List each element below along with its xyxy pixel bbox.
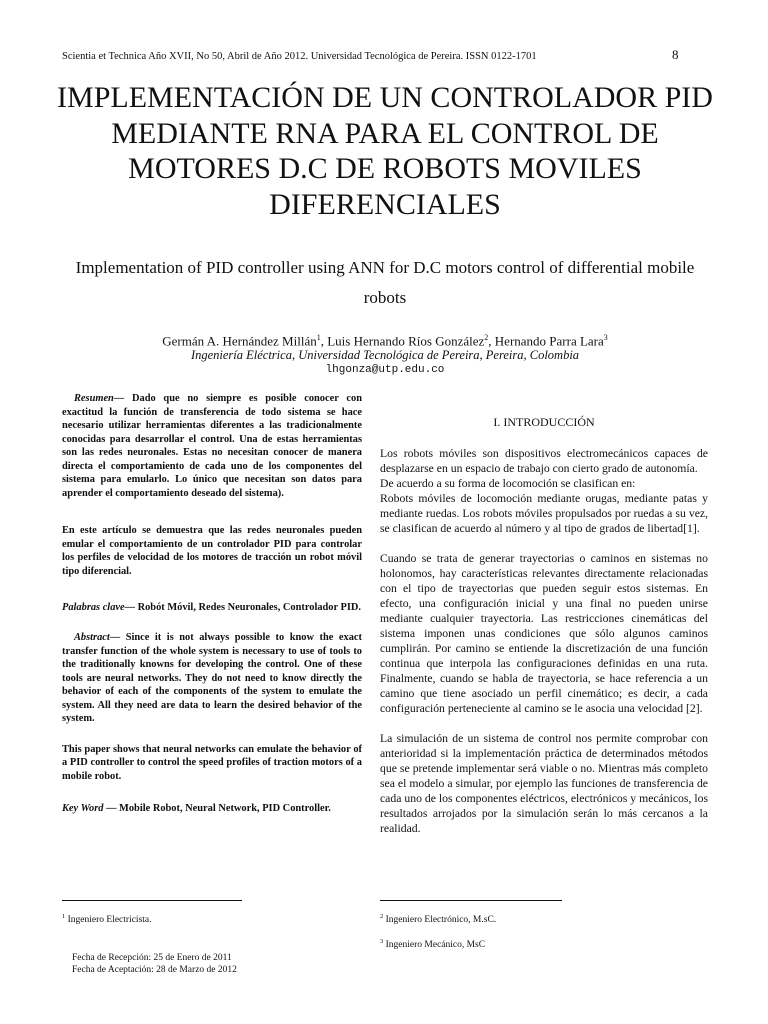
author-list: Germán A. Hernández Millán$^1$, Luis Hernando Ríos González$^2$, Hernando Parra Lara$^3$: [162, 333, 608, 349]
footnote: [380, 936, 485, 951]
received-date: Fecha de Recepción: 25 de Enero de 2011: [72, 953, 232, 963]
abstract-paragraph-2: This paper shows that neural networks can emulate the behavior of a PID controller to control the speed profiles of traction motors of a mobile robot.: [62, 743, 362, 783]
abstract-paragraph: [62, 631, 362, 726]
resumen-paragraph: [62, 392, 362, 500]
page-number: 8: [672, 47, 679, 62]
footnote-rule: [380, 900, 562, 901]
abstract-lead: Abstract—: [74, 632, 121, 644]
contact-email: lhgonza@utp.edu.co: [325, 364, 445, 376]
footnote: [380, 911, 496, 926]
palabras-clave: [62, 601, 362, 615]
author-footnote-mark: 2: [484, 333, 489, 342]
accepted-date: Fecha de Aceptación: 28 de Marzo de 2012: [72, 965, 237, 975]
keyword-text: — Mobile Robot, Neural Network, PID Controller.: [103, 802, 331, 814]
keyword-lead: Key Word: [62, 802, 104, 814]
resumen-lead: Resumen—: [74, 393, 125, 404]
footnote-mark: 1: [62, 913, 66, 920]
footnote-text: Ingeniero Mecánico, MsC: [383, 940, 486, 951]
author-footnote-mark: 1: [316, 333, 321, 342]
affiliation: Ingeniería Eléctrica, Universidad Tecnológica de Pereira, Pereira, Colombia: [190, 348, 580, 362]
footnote-text: Ingeniero Electricista.: [65, 915, 152, 926]
footnote-mark: 3: [380, 938, 384, 945]
palabras-lead: Palabras clave—: [62, 601, 136, 613]
paper-title: IMPLEMENTACIÓN DE UN CONTROLADOR PID MEDIANTE RNA PARA EL CONTROL DE MOTORES D.C DE ROBOTS MOVILES DIFERENCIALES: [57, 81, 713, 221]
abstract-text: Since it is not always possible to know the exact transfer function of the whole system is necessary to use of tools to the traditionally knowns for developing the control. One of these tools are neural networks. They do not need to know directly the behavior of each of the components of the system to emulate the system. All they need are data to learn the desired behavior of the system.: [62, 632, 362, 725]
author-name: Germán A. Hernández Millán: [162, 333, 317, 349]
intro-paragraph: Robots móviles de locomoción mediante orugas, mediante patas y mediante ruedas. Los robots móviles propulsados por ruedas a su vez, se clasifican de acuerdo al número y al tipo de grados de libertad[1].: [380, 492, 708, 535]
footnote-text: Ingeniero Electrónico, M.sC.: [383, 915, 497, 926]
author-name: Luis Hernando Ríos González: [327, 333, 485, 349]
journal-header: Scientia et Technica Año XVII, No 50, Abril de Año 2012. Universidad Tecnológica de Pereira. ISSN 0122-1701: [62, 51, 537, 62]
intro-paragraph: La simulación de un sistema de control nos permite comprobar con anterioridad si la implementación práctica de determinados métodos que se pretende implementar será viable o no. Mientras más completo sea el modelo a simular, por ejemplo las funciones de transferencia de cada uno de los componentes eléctricos, electrónicos y mecánicos, los resultados arrojados por la simulación serán lo más cercanos a la realidad.: [380, 732, 708, 835]
section-heading: I. INTRODUCCIÓN: [493, 415, 595, 429]
intro-paragraph: Los robots móviles son dispositivos electromecánicos capaces de desplazarse en un espacio de trabajo con cierto grado de autonomía.: [380, 447, 708, 475]
resumen-paragraph-2: En este artículo se demuestra que las redes neuronales pueden emular el comportamiento de un controlador PID para controlar los perfiles de velocidad de los motores de tracción un robot móvil tipo diferencial.: [62, 525, 362, 578]
abstract-column: [62, 392, 362, 815]
introduction-column: [380, 415, 708, 836]
key-words: [62, 802, 362, 816]
palabras-text: Robót Móvil, Redes Neuronales, Controlador PID.: [135, 601, 362, 613]
intro-paragraph: Cuando se trata de generar trayectorias o caminos en sistemas no holonomos, hay características relevantes directamente relacionadas con el tipo de trayectorias que pueden seguir estos sistemas. En efecto, una configuración inicial y una final no pueden unirse mediante cualquier trayectoria. Las restricciones cinemáticas del sistema imponen unas condiciones que sólo algunos caminos cumplirán. Por camino se entiende la discretización de una función continua que interpola las configuraciones definidas en una ruta. Finalmente, cuando se habla de trayectoria, se hace referencia a un camino que tiene asociado un perfil cinemático; es decir, a cada configuración perteneciente al camino se le asocia una velocidad [2].: [380, 552, 708, 715]
resumen-text: Dado que no siempre es posible conocer con exactitud la función de transferencia de todo sistema se hace necesario utilizar herramientas diferentes a las tradicionalmente conocidas para desarrollar el control. Una de estas herramientas son las redes neuronales. Estas no necesitan conocer de manera directa el comportamiento de cada uno de los componentes del sistema para emularlo. Lo único que necesitan son datos para aprender el comportamiento deseado del sistema).: [62, 393, 362, 499]
footnote-mark: 2: [380, 913, 384, 920]
paper-subtitle: Implementation of PID controller using ANN for D.C motors control of differential mobile robots: [75, 258, 695, 307]
footnote: [62, 911, 152, 926]
footnote-rule: [62, 900, 242, 901]
submission-dates: [72, 952, 237, 976]
author-name: Hernando Parra Lara: [494, 333, 604, 349]
intro-paragraph: De acuerdo a su forma de locomoción se clasifican en:: [380, 477, 636, 490]
author-footnote-mark: 3: [603, 333, 608, 342]
